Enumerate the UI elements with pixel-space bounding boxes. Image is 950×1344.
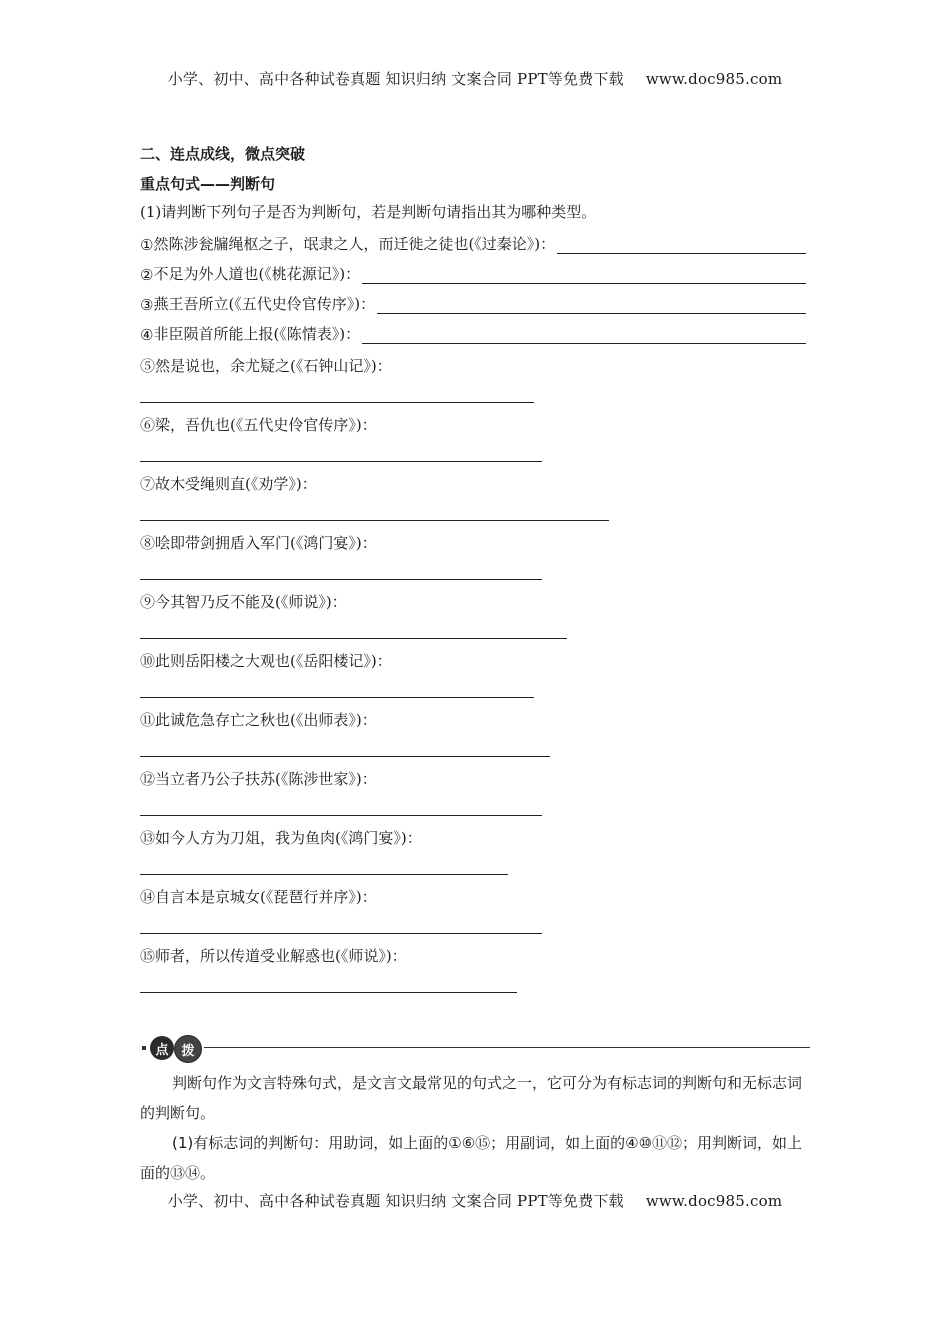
question-num: ⑤ [140, 357, 156, 375]
question-num: ⑭ [140, 888, 156, 906]
answer-blank[interactable] [377, 295, 806, 314]
question-text: 此则岳阳楼之大观也(《岳阳楼记》)： [155, 652, 392, 670]
subsection-title: 重点句式——判断句 [140, 175, 276, 193]
question-5 [140, 355, 392, 376]
footer-text: 小学、初中、高中各种试卷真题 知识归纳 文案合同 PPT等免费下载 [167, 1192, 624, 1210]
header-site[interactable]: www.doc985.com [645, 70, 783, 88]
tip-badge-bo: 拨 [174, 1035, 202, 1063]
answer-blank[interactable] [362, 265, 806, 284]
question-13 [140, 827, 422, 848]
question-text: 当立者乃公子扶苏(《陈涉世家》)： [155, 770, 377, 788]
question-text: 不足为外人道也(《桃花源记》)： [153, 265, 361, 283]
tip-body [140, 1068, 810, 1188]
question-num: ⑫ [140, 770, 156, 788]
question-8 [140, 532, 377, 553]
tip-divider [204, 1047, 810, 1048]
question-num: ④ [140, 326, 154, 344]
answer-line-14[interactable] [140, 932, 542, 934]
question-14 [140, 886, 377, 907]
tip-badge-dian: 点 [150, 1036, 174, 1060]
question-num: ② [140, 266, 154, 284]
instruction: (1)请判断下列句子是否为判断句，若是判断句请指出其为哪种类型。 [140, 203, 597, 221]
question-4 [140, 323, 806, 344]
question-6 [140, 414, 377, 435]
question-text: 哙即带剑拥盾入军门(《鸿门宴》)： [155, 534, 377, 552]
footer-site[interactable]: www.doc985.com [645, 1192, 783, 1210]
answer-line-5[interactable] [140, 401, 534, 403]
question-num: ① [140, 236, 154, 254]
answer-line-10[interactable] [140, 696, 534, 698]
page-header [0, 68, 950, 89]
question-text: 故木受绳则直(《劝学》)： [155, 475, 317, 493]
answer-blank[interactable] [362, 325, 806, 344]
question-text: 非臣陨首所能上报(《陈情表》)： [153, 325, 361, 343]
answer-line-9[interactable] [140, 637, 567, 639]
tip-paragraph-2: (1)有标志词的判断句：用助词，如上面的①⑥⑮；用副词，如上面的④⑩⑪⑫；用判断词，如上面的⑬⑭。 [140, 1134, 803, 1182]
question-num: ⑬ [140, 829, 156, 847]
question-9 [140, 591, 347, 612]
question-10 [140, 650, 392, 671]
question-num: ⑩ [140, 652, 156, 670]
question-num: ⑪ [140, 711, 156, 729]
answer-line-13[interactable] [140, 873, 508, 875]
header-text: 小学、初中、高中各种试卷真题 知识归纳 文案合同 PPT等免费下载 [167, 70, 624, 88]
page-footer [0, 1190, 950, 1211]
question-num: ③ [140, 296, 154, 314]
answer-line-11[interactable] [140, 755, 550, 757]
question-3 [140, 293, 806, 314]
question-text: 今其智乃反不能及(《师说》)： [155, 593, 347, 611]
question-num: ⑮ [140, 947, 156, 965]
question-1 [140, 233, 806, 254]
tip-paragraph-1: 判断句作为文言特殊句式，是文言文最常见的句式之一，它可分为有标志词的判断句和无标志词的判断句。 [140, 1074, 803, 1122]
answer-line-8[interactable] [140, 578, 542, 580]
answer-line-6[interactable] [140, 460, 542, 462]
question-11 [140, 709, 377, 730]
question-num: ⑧ [140, 534, 156, 552]
bullet-dot [142, 1046, 146, 1050]
answer-line-7[interactable] [140, 519, 609, 521]
question-12 [140, 768, 377, 789]
question-2 [140, 263, 806, 284]
answer-line-15[interactable] [140, 991, 517, 993]
question-num: ⑥ [140, 416, 156, 434]
question-num: ⑦ [140, 475, 156, 493]
question-text: 如今人方为刀俎，我为鱼肉(《鸿门宴》)： [155, 829, 422, 847]
answer-blank[interactable] [557, 235, 806, 254]
question-num: ⑨ [140, 593, 156, 611]
answer-line-12[interactable] [140, 814, 542, 816]
question-text: 此诚危急存亡之秋也(《出师表》)： [155, 711, 377, 729]
question-text: 然是说也，余尤疑之(《石钟山记》)： [155, 357, 392, 375]
question-7 [140, 473, 317, 494]
question-text: 梁，吾仇也(《五代史伶官传序》)： [155, 416, 377, 434]
question-text: 燕王吾所立(《五代史伶官传序》)： [153, 295, 376, 313]
question-15 [140, 945, 407, 966]
question-text: 自言本是京城女(《琵琶行并序》)： [155, 888, 377, 906]
section-title: 二、连点成线，微点突破 [140, 145, 306, 163]
question-text: 然陈涉瓮牖绳枢之子，氓隶之人，而迁徙之徒也(《过秦论》)： [153, 235, 556, 253]
question-text: 师者，所以传道受业解惑也(《师说》)： [155, 947, 407, 965]
tip-header [142, 1034, 810, 1062]
